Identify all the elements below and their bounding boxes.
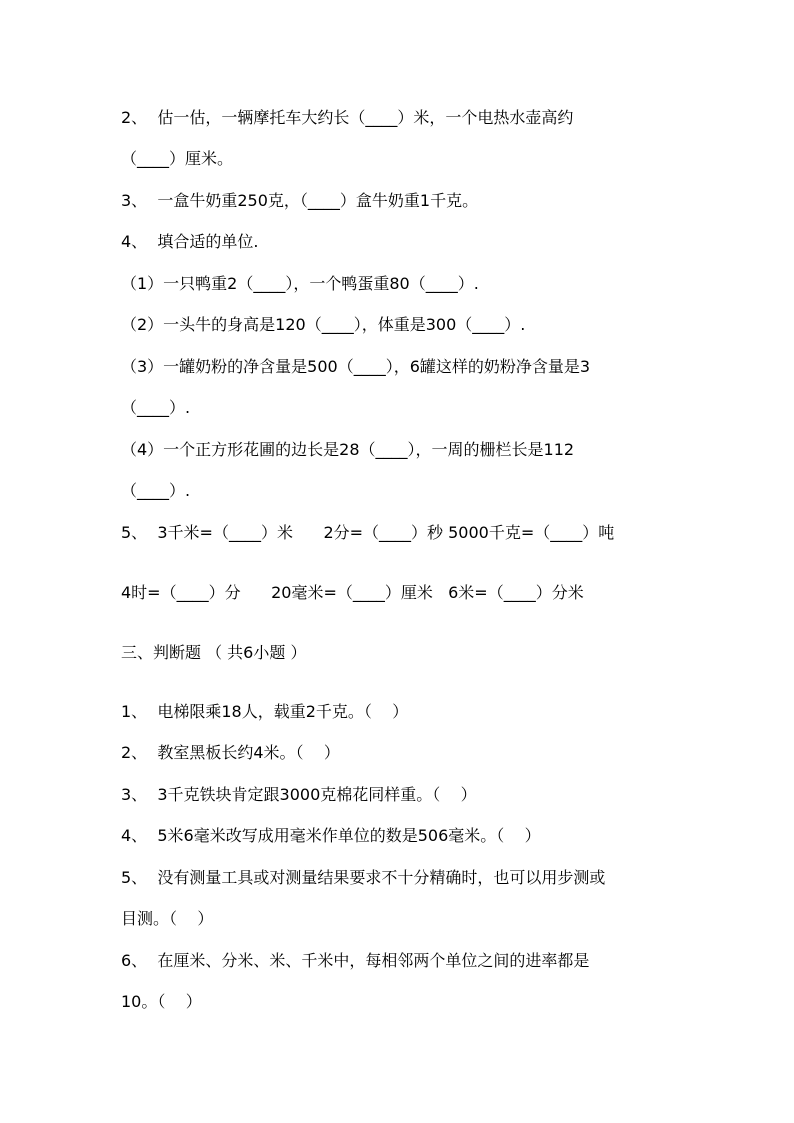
- judge-question-5-line-1: 5、 没有测量工具或对测量结果要求不十分精确时，也可以用步测或: [121, 868, 606, 887]
- question-4-part-4-line-1: （4）一个正方形花圃的边长是28（____），一周的栅栏长是112: [121, 440, 575, 459]
- question-5-line-1: 5、 3千米=（____）米 2分=（____）秒 5000千克=（____）吨: [121, 523, 615, 542]
- question-4-part-3-line-2: （____）.: [121, 398, 191, 417]
- judge-question-2: 2、 教室黑板长约4米。（ ）: [121, 743, 340, 762]
- judge-question-1: 1、 电梯限乘18人，载重2千克。（ ）: [121, 702, 409, 721]
- judge-question-6-line-2: 10。（ ）: [121, 992, 202, 1011]
- question-4-part-1: （1）一只鸭重2（____），一个鸭蛋重80（____）.: [121, 274, 479, 293]
- judge-question-5-line-2: 目测。（ ）: [121, 909, 214, 928]
- judge-question-4: 4、 5米6毫米改写成用毫米作单位的数是506毫米。（ ）: [121, 826, 541, 845]
- judge-question-3: 3、 3千克铁块肯定跟3000克棉花同样重。（ ）: [121, 785, 477, 804]
- question-4: 4、 填合适的单位.: [121, 232, 259, 251]
- question-4-part-4-line-2: （____）.: [121, 481, 191, 500]
- question-3: 3、 一盒牛奶重250克，（____）盒牛奶重1千克。: [121, 191, 479, 210]
- question-5-line-2: 4时=（____）分 20毫米=（____）厘米 6米=（____）分米: [121, 583, 584, 602]
- question-2-line-1: 2、 估一估，一辆摩托车大约长（____）米，一个电热水壶高约: [121, 108, 574, 127]
- question-4-part-3-line-1: （3）一罐奶粉的净含量是500（____），6罐这样的奶粉净含量是3: [121, 357, 591, 376]
- judge-question-6-line-1: 6、 在厘米、分米、米、千米中，每相邻两个单位之间的进率都是: [121, 951, 590, 970]
- section-title-judgement: 三、判断题 （ 共6小题 ）: [121, 643, 307, 662]
- question-2-line-2: （____）厘米。: [121, 149, 234, 168]
- question-4-part-2: （2）一头牛的身高是120（____），体重是300（____）.: [121, 315, 526, 334]
